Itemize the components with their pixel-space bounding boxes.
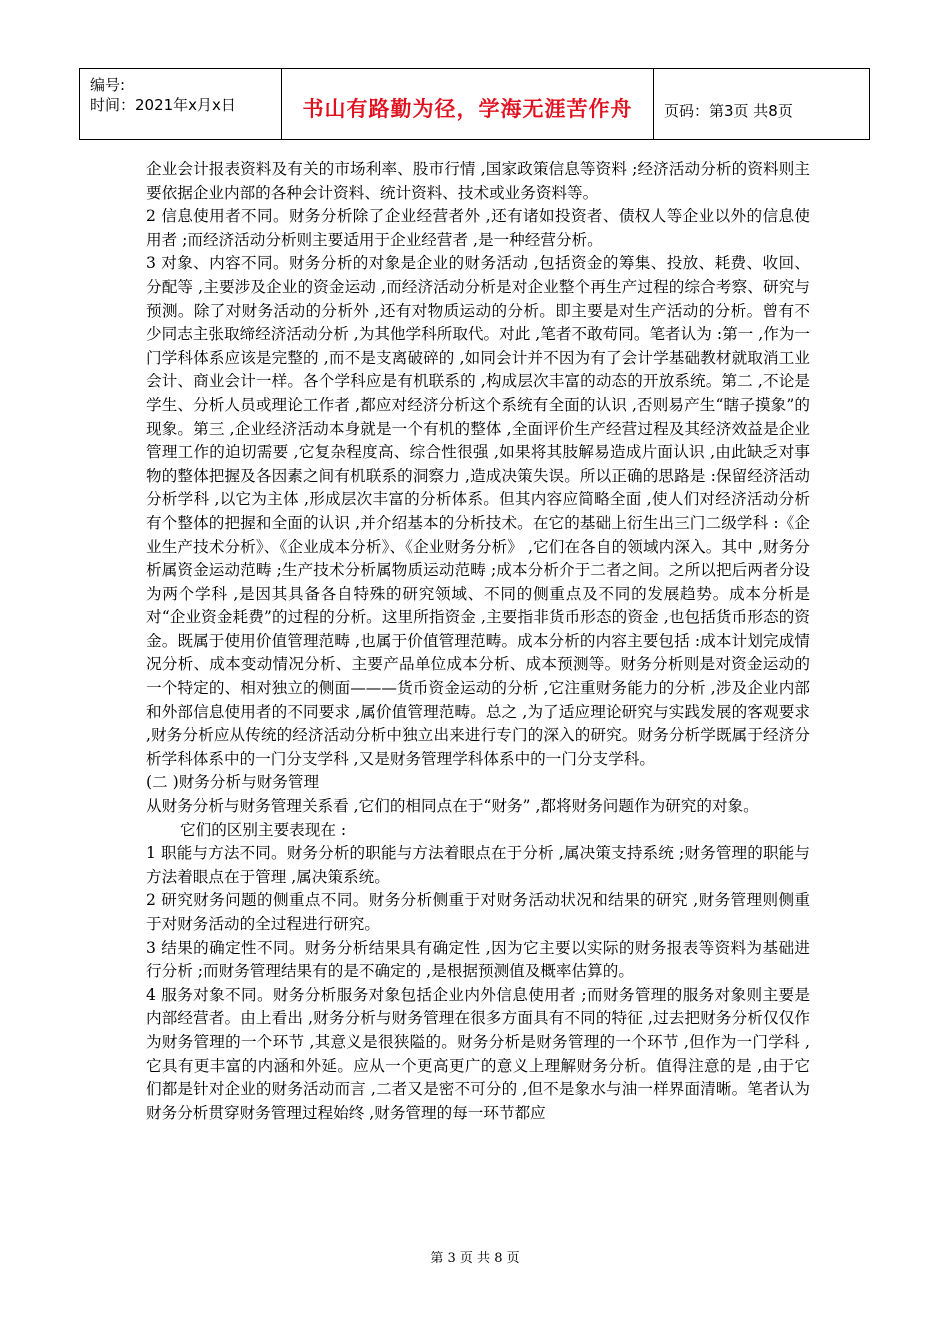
body-paragraph: 2 信息使用者不同。财务分析除了企业经营者外 ,还有诸如投资者、债权人等企业以外的信息使用者 ;而经济活动分析则主要适用于企业经营者 ,是一种经营分析。 xyxy=(146,207,810,249)
page-header xyxy=(79,68,870,140)
document-date: 时间：2021年x月x日 xyxy=(90,96,236,114)
header-meta-cell xyxy=(80,69,282,139)
body-paragraph: 它们的区别主要表现在 : xyxy=(180,820,347,839)
header-page-info: 页码：第3页 共8页 xyxy=(664,102,793,120)
body-paragraph: 从财务分析与财务管理关系看 ,它们的相同点在于“财务” ,都将财务问题作为研究的对象。 xyxy=(146,797,759,816)
body-paragraph: 企业会计报表资料及有关的市场利率、股市行情 ,国家政策信息等资料 ;经济活动分析的资料则主要依据企业内部的各种会计资料、统计资料、技术或业务资料等。 xyxy=(146,160,810,202)
document-number-label: 编号: xyxy=(90,76,126,94)
document-body xyxy=(146,158,810,1125)
header-motto-cell xyxy=(282,69,654,139)
body-paragraph: 1 职能与方法不同。财务分析的职能与方法着眼点在于分析 ,属决策支持系统 ;财务管理的职能与方法着眼点在于管理 ,属决策系统。 xyxy=(146,844,810,886)
body-paragraph: 2 研究财务问题的侧重点不同。财务分析侧重于对财务活动状况和结果的研究 ,财务管理则侧重于对财务活动的全过程进行研究。 xyxy=(146,891,810,933)
body-paragraph: 4 服务对象不同。财务分析服务对象包括企业内外信息使用者 ;而财务管理的服务对象则主要是内部经营者。由上看出 ,财务分析与财务管理在很多方面具有不同的特征 ,过去把财务分析仅仅作为财务管理的一个环节 ,其意义是很狭隘的。财务分析是财务管理的一个环节 ,但作为一门学科 ,它具有更丰富的内涵和外延。应从一个更高更广的意义上理解财务分析。值得注意的是 ,由于它们都是针对企业的财务活动而言 ,二者又是密不可分的 ,但不是象水与油一样界面清晰。笔者认为财务分析贯穿财务管理过程始终 ,财务管理的每一环节都应 xyxy=(146,985,810,1122)
body-paragraph: 3 对象、内容不同。财务分析的对象是企业的财务活动 ,包括资金的筹集、投放、耗费、收回、分配等 ,主要涉及企业的资金运动 ,而经济活动分析是对企业整个再生产过程的综合考察、研究与预测。除了对财务活动的分析外 ,还有对物质运动的分析。即主要是对生产活动的分析。曾有不少同志主张取缔经济活动分析 ,为其他学科所取代。对此 ,笔者不敢苟同。笔者认为 :第一 ,作为一门学科体系应该是完整的 ,而不是支离破碎的 ,如同会计并不因为有了会计学基础教材就取消工业会计、商业会计一样。各个学科应是有机联系的 ,构成层次丰富的动态的开放系统。第二 ,不论是学生、分析人员或理论工作者 ,都应对经济分析这个系统有全面的认识 ,否则易产生“瞎子摸象”的现象。第三 ,企业经济活动本身就是一个有机的整体 ,全面评价生产经营过程及其经济效益是企业管理工作的迫切需要 ,它复杂程度高、综合性很强 ,如果将其肢解易造成片面认识 ,由此缺乏对事物的整体把握及各因素之间有机联系的洞察力 ,造成决策失误。所以正确的思路是 :保留经济活动分析学科 ,以它为主体 ,形成层次丰富的分析体系。但其内容应简略全面 ,使人们对经济活动分析有个整体的把握和全面的认识 ,并介绍基本的分析技术。在它的基础上衍生出三门二级学科 :《企业生产技术分析》、《企业成本分析》、《企业财务分析》 ,它们在各自的领域内深入。其中 ,财务分析属资金运动范畴 ;生产技术分析属物质运动范畴 ;成本分析介于二者之间。之所以把后两者分设为两个学科 ,是因其具备各自特殊的研究领域、不同的侧重点及不同的发展趋势。成本分析是对“企业资金耗费”的过程的分析。这里所指资金 ,主要指非货币形态的资金 ,也包括货币形态的资金。既属于使用价值管理范畴 ,也属于价值管理范畴。成本分析的内容主要包括 :成本计划完成情况分析、成本变动情况分析、主要产品单位成本分析、成本预测等。财务分析则是对资金运动的一个特定的、相对独立的侧面———货币资金运动的分析 ,它注重财务能力的分析 ,涉及企业内部和外部信息使用者的不同要求 ,属价值管理范畴。总之 ,为了适应理论研究与实践发展的客观要求 ,财务分析应从传统的经济活动分析中独立出来进行专门的深入的研究。财务分析学既属于经济分析学科体系中的一门分支学科 ,又是财务管理学科体系中的一门分支学科。 xyxy=(146,254,810,768)
footer-page-number: 第 3 页 共 8 页 xyxy=(430,1251,520,1266)
header-motto: 书山有路勤为径，学海无涯苦作舟 xyxy=(302,97,633,121)
section-heading: (二 )财务分析与财务管理 xyxy=(146,773,320,792)
page-footer xyxy=(0,1247,950,1266)
header-page-cell xyxy=(654,69,869,139)
body-paragraph: 3 结果的确定性不同。财务分析结果具有确定性 ,因为它主要以实际的财务报表等资料为基础进行分析 ;而财务管理结果有的是不确定的 ,是根据预测值及概率估算的。 xyxy=(146,938,810,981)
